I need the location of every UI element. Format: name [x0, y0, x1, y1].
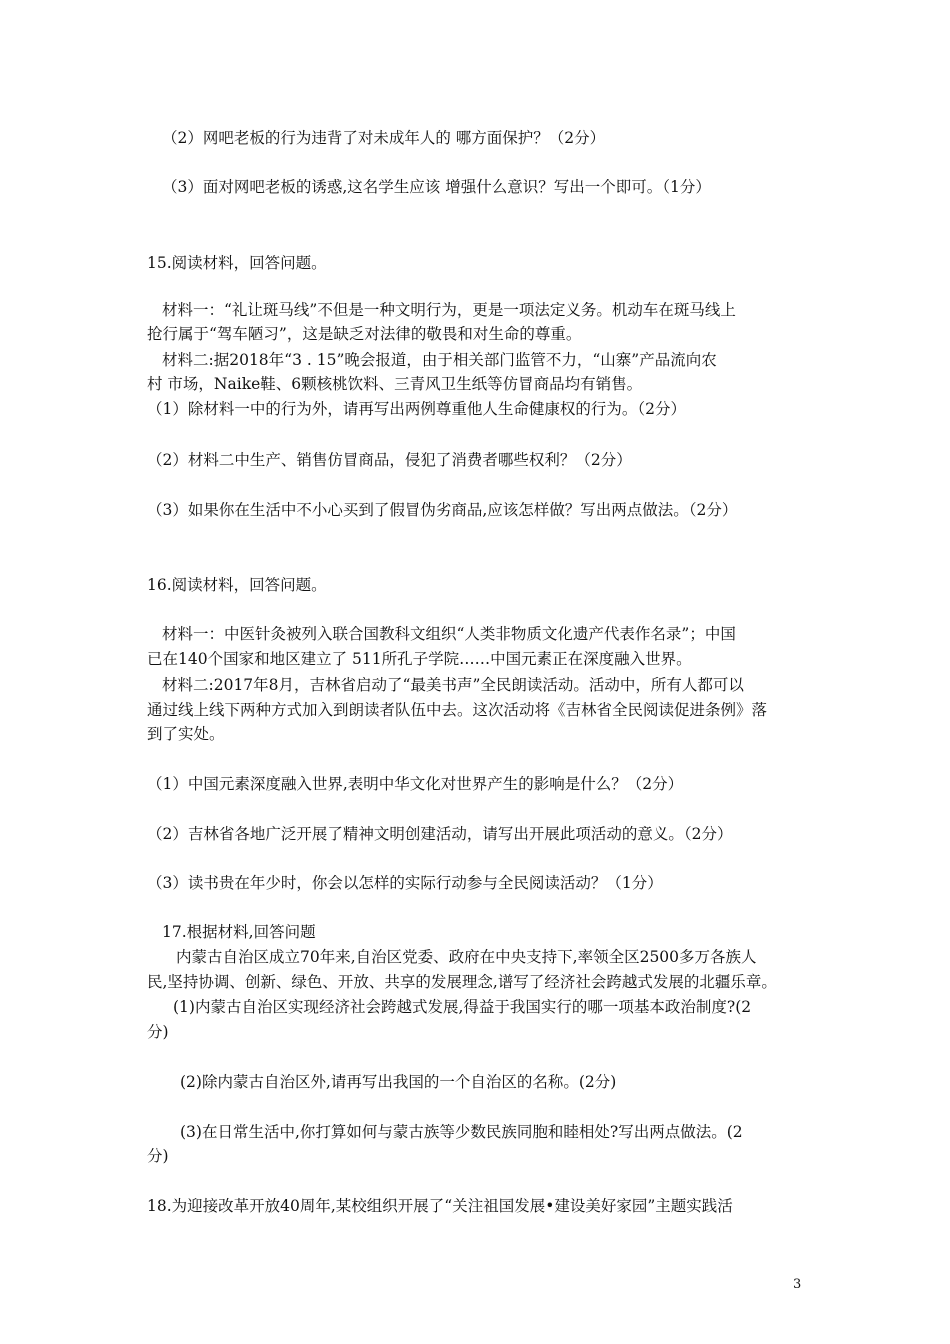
- q17-sub1-line1: (1)内蒙古自治区实现经济社会跨越式发展,得益于我国实行的哪一项基本政治制度?(2: [173, 998, 752, 1016]
- q16-material1-line2: 已在140个国家和地区建立了 511所孔子学院……中国元素正在深度融入世界。: [147, 650, 692, 668]
- q18-line1: 18.为迎接改革开放40周年,某校组织开展了“关注祖国发展•建设美好家园”主题实践活: [147, 1197, 733, 1215]
- q17-paragraph-line2: 民,坚持协调、创新、绿色、开放、共享的发展理念,谱写了经济社会跨越式发展的北疆乐章。: [147, 973, 777, 991]
- q16-sub1: （1）中国元素深度融入世界,表明中华文化对世界产生的影响是什么？（2分）: [147, 775, 684, 793]
- q17-sub2: (2)除内蒙古自治区外,请再写出我国的一个自治区的名称。(2分): [180, 1073, 617, 1091]
- q15-material1-line2: 抢行属于“驾车陋习”，这是缺乏对法律的敬畏和对生命的尊重。: [147, 325, 582, 343]
- q15-sub1: （1）除材料一中的行为外，请再写出两例尊重他人生命健康权的行为。（2分）: [147, 400, 686, 418]
- q15-material2-line2: 村 市场，Naike鞋、6颗核桃饮料、三青风卫生纸等仿冒商品均有销售。: [147, 375, 643, 393]
- q17-title: 17.根据材料,回答问题: [162, 923, 316, 941]
- q15-sub3: （3）如果你在生活中不小心买到了假冒伪劣商品,应该怎样做？写出两点做法。（2分）: [147, 501, 738, 519]
- q16-sub2: （2）吉林省各地广泛开展了精神文明创建活动，请写出开展此项活动的意义。（2分）: [147, 825, 733, 843]
- q15-sub2: （2）材料二中生产、销售仿冒商品，侵犯了消费者哪些权利？（2分）: [147, 451, 632, 469]
- q15-title: 15.阅读材料，回答问题。: [147, 254, 327, 272]
- q16-title: 16.阅读材料，回答问题。: [147, 576, 327, 594]
- q16-sub3: （3）读书贵在年少时，你会以怎样的实际行动参与全民阅读活动？（1分）: [147, 874, 663, 892]
- q14-sub3: （3）面对网吧老板的诱惑,这名学生应该 增强什么意识？写出一个即可。（1分）: [162, 178, 711, 196]
- page-number: 3: [793, 1277, 802, 1292]
- q16-material1-line1: 材料一：中医针灸被列入联合国教科文组织“人类非物质文化遗产代表作名录”；中国: [162, 625, 736, 643]
- q15-material2-line1: 材料二:据2018年“3 . 15”晚会报道，由于相关部门监管不力，“山寨”产品流向农: [162, 351, 717, 369]
- q15-material1-line1: 材料一：“礼让斑马线”不但是一种文明行为，更是一项法定义务。机动车在斑马线上: [162, 301, 736, 319]
- q16-material2-line3: 到了实处。: [147, 725, 225, 743]
- q17-sub3-line2: 分): [147, 1147, 169, 1165]
- q17-sub1-line2: 分): [147, 1023, 169, 1041]
- q16-material2-line1: 材料二:2017年8月，吉林省启动了“最美书声”全民朗读活动。活动中，所有人都可以: [162, 676, 744, 694]
- q14-sub2: （2）网吧老板的行为违背了对未成年人的 哪方面保护？（2分）: [162, 129, 606, 147]
- q17-paragraph-line1: 内蒙古自治区成立70年来,自治区党委、政府在中央支持下,率领全区2500多万各族人: [176, 948, 757, 966]
- q16-material2-line2: 通过线上线下两种方式加入到朗读者队伍中去。这次活动将《吉林省全民阅读促进条例》落: [147, 701, 768, 719]
- q17-sub3-line1: (3)在日常生活中,你打算如何与蒙古族等少数民族同胞和睦相处?写出两点做法。(2: [180, 1123, 743, 1141]
